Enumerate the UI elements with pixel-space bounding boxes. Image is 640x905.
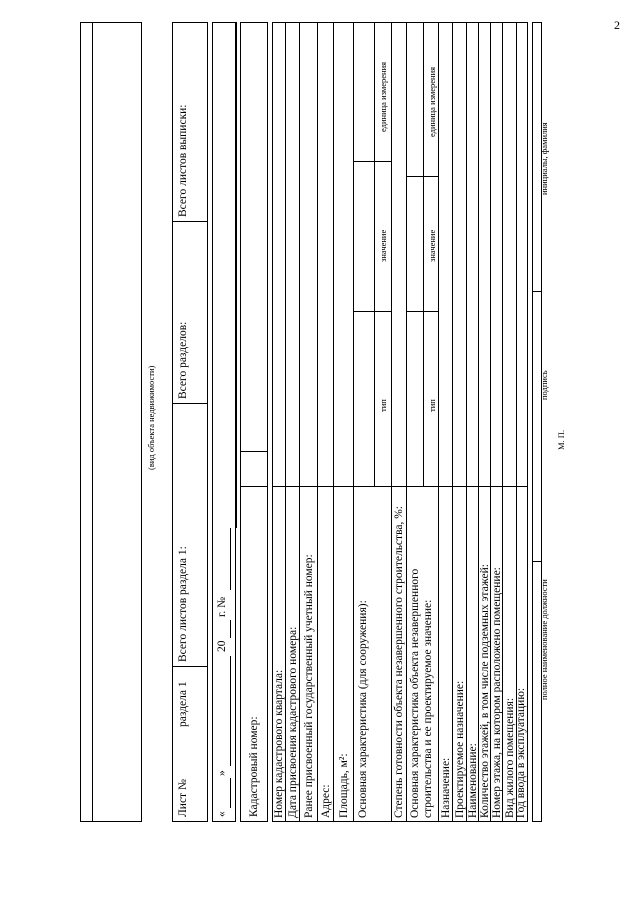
row-floor-number: Номер этажа, на котором расположено помещение: (491, 567, 503, 818)
row-cadastral-date: Дата присвоения кадастрового номера: (287, 626, 299, 818)
row-previous-number: Ранее присвоенный государственный учетный номер: (303, 554, 315, 818)
name-caption: инициалы, фамилия (539, 122, 549, 195)
extract-form (72, 22, 542, 822)
signature-caption: подпись (539, 370, 549, 400)
row-main-characteristic: Основная характеристика (для сооружения): (357, 600, 369, 818)
row-address: Адрес: (320, 784, 332, 818)
cadastral-number-row (240, 22, 268, 822)
cadastral-number-label: Кадастровый номер: (248, 716, 260, 817)
row-readiness: Степень готовности объекта незавершенного строительства, %: (393, 506, 405, 818)
stamp-mark: М. П. (556, 429, 566, 450)
date-close-quote: » (216, 770, 228, 776)
section-label: раздела 1 (177, 681, 189, 727)
date-row (212, 22, 236, 822)
object-type-box (80, 22, 142, 822)
row-unfinished-characteristic: Основная характеристика объекта незавершенного строительства и ее проектируемое значение: (409, 568, 434, 818)
unfinished-type-caption: тип (427, 399, 437, 412)
date-year-prefix: 20 (216, 640, 228, 652)
main-char-unit-caption: единица измерения (378, 61, 388, 132)
unfinished-value-caption: значение (427, 229, 437, 262)
total-sections: Всего разделов: (177, 321, 189, 399)
main-char-value-caption: значение (378, 229, 388, 262)
row-area: Площадь, м²: (338, 753, 350, 818)
row-quarter-number: Номер кадастрового квартала: (273, 669, 285, 818)
row-projected-purpose: Проектируемое назначение: (454, 680, 466, 818)
row-residential-type: Вид жилого помещения: (504, 697, 516, 818)
date-year-suffix: г. № (216, 596, 228, 617)
row-purpose: Назначение: (440, 757, 452, 818)
row-floor-count: Количество этажей, в том числе подземных этажей: (479, 564, 491, 818)
sheet-label: Лист № (177, 779, 189, 817)
date-open-quote: « (216, 811, 228, 817)
total-section-sheets: Всего листов раздела 1: (177, 546, 189, 662)
total-extract-sheets: Всего листов выписки: (177, 104, 189, 217)
unfinished-unit-caption: единица измерения (427, 66, 437, 137)
row-commission-year: Год ввода в эксплуатацию: (515, 687, 527, 818)
page-number: 2 (614, 18, 620, 32)
object-type-caption: (вид объекта недвижимости) (146, 365, 156, 470)
row-name: Наименование: (467, 743, 479, 818)
main-char-type-caption: тип (378, 399, 388, 412)
position-caption: полное наименование должности (539, 579, 549, 700)
